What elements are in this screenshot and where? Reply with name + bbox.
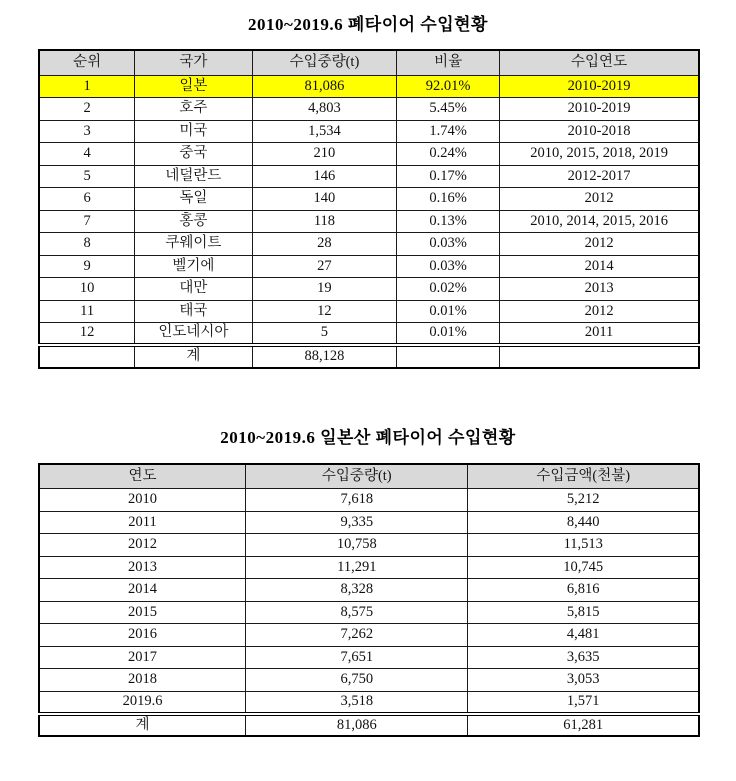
table-cell: 2010, 2015, 2018, 2019 (500, 143, 699, 166)
table-cell: 2010-2019 (500, 75, 699, 98)
column-header: 비율 (397, 50, 500, 75)
table-cell: 2010-2018 (500, 120, 699, 143)
table-cell: 6 (39, 188, 135, 211)
table-cell: 벨기에 (135, 255, 252, 278)
table-cell: 2012 (39, 534, 246, 557)
table-body (39, 75, 699, 368)
table-row (39, 120, 699, 143)
table-cell (397, 345, 500, 368)
table-cell: 3,518 (246, 691, 468, 714)
column-header: 수입중량(t) (246, 464, 468, 489)
table-cell: 12 (252, 300, 397, 323)
table-row (39, 233, 699, 256)
table-cell: 0.03% (397, 255, 500, 278)
table-title-import-by-country: 2010~2019.6 폐타이어 수입현황 (248, 15, 488, 34)
table-row (39, 98, 699, 121)
table-cell: 140 (252, 188, 397, 211)
section-japan-import-by-year (0, 369, 736, 738)
table-body (39, 489, 699, 737)
table-cell: 88,128 (252, 345, 397, 368)
table-cell: 0.01% (397, 300, 500, 323)
table-row (39, 624, 699, 647)
table-cell: 0.13% (397, 210, 500, 233)
column-header: 수입연도 (500, 50, 699, 75)
table-row (39, 300, 699, 323)
table-row (39, 511, 699, 534)
column-header: 수입중량(t) (252, 50, 397, 75)
table-row (39, 691, 699, 714)
table-cell: 2017 (39, 646, 246, 669)
column-header: 수입금액(천불) (468, 464, 699, 489)
table-cell: 3 (39, 120, 135, 143)
table-cell: 0.17% (397, 165, 500, 188)
table-cell: 1 (39, 75, 135, 98)
table-cell: 19 (252, 278, 397, 301)
header-row (39, 50, 699, 75)
table-row (39, 646, 699, 669)
total-row (39, 714, 699, 737)
table-cell: 2010-2019 (500, 98, 699, 121)
table-cell: 81,086 (252, 75, 397, 98)
table-cell: 8,575 (246, 601, 468, 624)
table-cell: 2 (39, 98, 135, 121)
table-header (39, 50, 699, 75)
table-cell: 2012-2017 (500, 165, 699, 188)
table-cell: 118 (252, 210, 397, 233)
table-cell: 2013 (39, 556, 246, 579)
table-cell: 0.16% (397, 188, 500, 211)
table-cell: 0.01% (397, 323, 500, 346)
table-cell: 10,745 (468, 556, 699, 579)
highlighted-row (39, 75, 699, 98)
table-cell: 11 (39, 300, 135, 323)
total-row (39, 345, 699, 368)
table-cell: 2019.6 (39, 691, 246, 714)
table-cell: 5.45% (397, 98, 500, 121)
table-cell: 6,816 (468, 579, 699, 602)
table-cell: 2015 (39, 601, 246, 624)
column-header: 순위 (39, 50, 135, 75)
table-cell: 5,212 (468, 489, 699, 512)
table-cell: 81,086 (246, 714, 468, 737)
column-header: 국가 (135, 50, 252, 75)
table-cell: 6,750 (246, 669, 468, 692)
table-cell: 8 (39, 233, 135, 256)
table-cell: 7,618 (246, 489, 468, 512)
table-cell: 11,291 (246, 556, 468, 579)
table-cell: 2012 (500, 233, 699, 256)
japan-import-by-year-table (38, 463, 700, 738)
table-cell: 4,481 (468, 624, 699, 647)
table-row (39, 278, 699, 301)
table-cell: 네덜란드 (135, 165, 252, 188)
table-cell: 미국 (135, 120, 252, 143)
table-cell: 2012 (500, 188, 699, 211)
table-cell: 2011 (39, 511, 246, 534)
table-cell: 5 (252, 323, 397, 346)
table-row (39, 534, 699, 557)
table-cell: 0.24% (397, 143, 500, 166)
table-cell: 4 (39, 143, 135, 166)
table-cell: 10,758 (246, 534, 468, 557)
table-cell: 인도네시아 (135, 323, 252, 346)
table-cell: 쿠웨이트 (135, 233, 252, 256)
table-cell: 0.02% (397, 278, 500, 301)
table-cell: 2010, 2014, 2015, 2016 (500, 210, 699, 233)
table-cell: 10 (39, 278, 135, 301)
table-cell: 1,571 (468, 691, 699, 714)
table-cell: 61,281 (468, 714, 699, 737)
column-header: 연도 (39, 464, 246, 489)
table-cell: 1,534 (252, 120, 397, 143)
import-by-country-table (38, 49, 700, 369)
table-cell: 3,635 (468, 646, 699, 669)
table-row (39, 579, 699, 602)
table-cell: 5 (39, 165, 135, 188)
table-cell: 홍콩 (135, 210, 252, 233)
table-row (39, 323, 699, 346)
table-cell: 태국 (135, 300, 252, 323)
table-row (39, 255, 699, 278)
table-title-japan-import-by-year: 2010~2019.6 일본산 폐타이어 수입현황 (220, 427, 516, 447)
table-cell (500, 345, 699, 368)
table-cell: 2014 (39, 579, 246, 602)
table-cell: 7,262 (246, 624, 468, 647)
table-row (39, 556, 699, 579)
table-cell: 28 (252, 233, 397, 256)
table-row (39, 489, 699, 512)
table-cell: 중국 (135, 143, 252, 166)
table-cell: 9 (39, 255, 135, 278)
table-cell: 8,328 (246, 579, 468, 602)
table-cell: 210 (252, 143, 397, 166)
header-row (39, 464, 699, 489)
table-cell: 7 (39, 210, 135, 233)
table-cell: 9,335 (246, 511, 468, 534)
table-row (39, 601, 699, 624)
table-cell: 11,513 (468, 534, 699, 557)
table-cell: 대만 (135, 278, 252, 301)
table-row (39, 669, 699, 692)
table-cell: 2011 (500, 323, 699, 346)
table-cell: 12 (39, 323, 135, 346)
table-row (39, 165, 699, 188)
table-cell: 독일 (135, 188, 252, 211)
table-cell: 2013 (500, 278, 699, 301)
table-cell: 8,440 (468, 511, 699, 534)
table-cell: 2018 (39, 669, 246, 692)
table-cell: 92.01% (397, 75, 500, 98)
table-cell: 2014 (500, 255, 699, 278)
table-cell: 계 (39, 714, 246, 737)
table-cell: 호주 (135, 98, 252, 121)
table-cell (39, 345, 135, 368)
table-cell: 7,651 (246, 646, 468, 669)
table-cell: 146 (252, 165, 397, 188)
table-cell: 일본 (135, 75, 252, 98)
table-row (39, 188, 699, 211)
table-cell: 27 (252, 255, 397, 278)
section-import-by-country (0, 0, 736, 369)
table-cell: 5,815 (468, 601, 699, 624)
table-row (39, 210, 699, 233)
table-cell: 0.03% (397, 233, 500, 256)
table-cell: 1.74% (397, 120, 500, 143)
table-row (39, 143, 699, 166)
table-cell: 4,803 (252, 98, 397, 121)
table-cell: 2016 (39, 624, 246, 647)
table-cell: 2010 (39, 489, 246, 512)
table-cell: 계 (135, 345, 252, 368)
table-cell: 3,053 (468, 669, 699, 692)
table-header (39, 464, 699, 489)
table-cell: 2012 (500, 300, 699, 323)
